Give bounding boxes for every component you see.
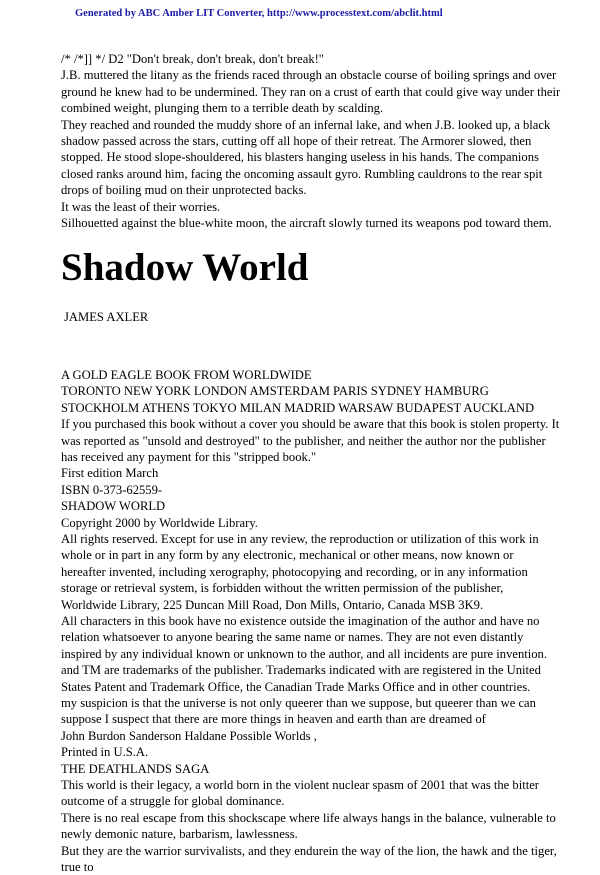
intro-paragraph: It was the least of their worries. — [61, 199, 221, 214]
isbn-line: ISBN 0-373-62559- — [61, 482, 163, 497]
intro-paragraph: J.B. muttered the litany as the friends raced through an obstacle course of boiling springs and over ground he knew had to be undermined. They ran on a crust of earth that could give way under their combined weight, plunging them to a terrible death by scalding. — [61, 68, 561, 116]
intro-paragraph: Silhouetted against the blue-white moon, the aircraft slowly turned its weapons pod toward them. — [61, 216, 552, 231]
intro-paragraph: They reached and rounded the muddy shore of an infernal lake, and when J.B. looked up, a black shadow passed across the stars, cutting off all hope of their retreat. The Armorer slowed, then stopped. He stood slope-shouldered, his blasters hanging useless in his hands. The companions closed ranks around him, facing the oncoming assault gyro. Rumbling cauldrons to the rear spit drops of boiling mud on their unprotected backs. — [61, 117, 551, 198]
title-caps: SHADOW WORLD — [61, 499, 166, 514]
stripped-book-notice: If you purchased this book without a cover you should be aware that this book is stolen property. It was reported as "unsold and destroyed" to the publisher, and neither the author nor the publisher has received any payment for this "stripped book." — [61, 417, 560, 464]
publisher-cities: STOCKHOLM ATHENS TOKYO MILAN MADRID WARSAW BUDAPEST AUCKLAND — [61, 400, 535, 415]
book-title: Shadow World — [61, 246, 309, 290]
saga-heading: THE DEATHLANDS SAGA — [61, 761, 210, 776]
generated-by-banner: Generated by ABC Amber LIT Converter, http://www.processtext.com/abclit.html — [75, 8, 443, 19]
copyright-line: Copyright 2000 by Worldwide Library. — [61, 515, 258, 530]
saga-paragraph: This world is their legacy, a world born in the violent nuclear spasm of 2001 that was the bitter outcome of a struggle for global dominance. — [61, 778, 539, 809]
epigraph-attribution: John Burdon Sanderson Haldane Possible Worlds , — [61, 728, 317, 743]
edition-line: First edition March — [61, 466, 159, 481]
saga-paragraph: There is no real escape from this shockscape where life always hangs in the balance, vulnerable to newly demonic nature, barbarism, lawlessness. — [61, 810, 556, 842]
trademark-paragraph: and TM are trademarks of the publisher. Trademarks indicated with are registered in the United States Patent and Trademark Office, the Canadian Trade Marks Office and in other countries. — [61, 663, 541, 694]
publisher-cities: TORONTO NEW YORK LONDON AMSTERDAM PARIS SYDNEY HAMBURG — [61, 384, 489, 399]
document-body — [61, 51, 561, 875]
disclaimer-paragraph: All characters in this book have no existence outside the imagination of the author and have no relation whatsoever to anyone bearing the same name or names. They are not even distantly inspired by any individual known or unknown to the author, and all incidents are pure invention. — [61, 613, 548, 661]
saga-paragraph: But they are the warrior survivalists, and they endurein the way of the lion, the hawk and the tiger, true to — [61, 843, 557, 875]
intro-paragraph: /* /*]] */ D2 "Don't break, don't break, don't break!" — [61, 52, 324, 66]
printed-line: Printed in U.S.A. — [61, 745, 149, 760]
publisher-line: A GOLD EAGLE BOOK FROM WORLDWIDE — [61, 367, 312, 382]
spacer — [61, 326, 561, 367]
author-name: JAMES AXLER — [64, 310, 149, 325]
rights-paragraph: All rights reserved. Except for use in any review, the reproduction or utilization of this work in whole or in part in any form by any electronic, mechanical or other means, now known or hereafter invented, including xerography, photocopying and recording, or in any information storage or retrieval system, is forbidden without the written permission of the publisher, Worldwide Library, 225 Duncan Mill Road, Don Mills, Ontario, Canada MSB 3K9. — [61, 531, 539, 612]
epigraph-quote: my suspicion is that the universe is not only queerer than we suppose, but queerer than we can suppose I suspect that there are more things in heaven and earth than are dreamed of — [61, 696, 536, 727]
